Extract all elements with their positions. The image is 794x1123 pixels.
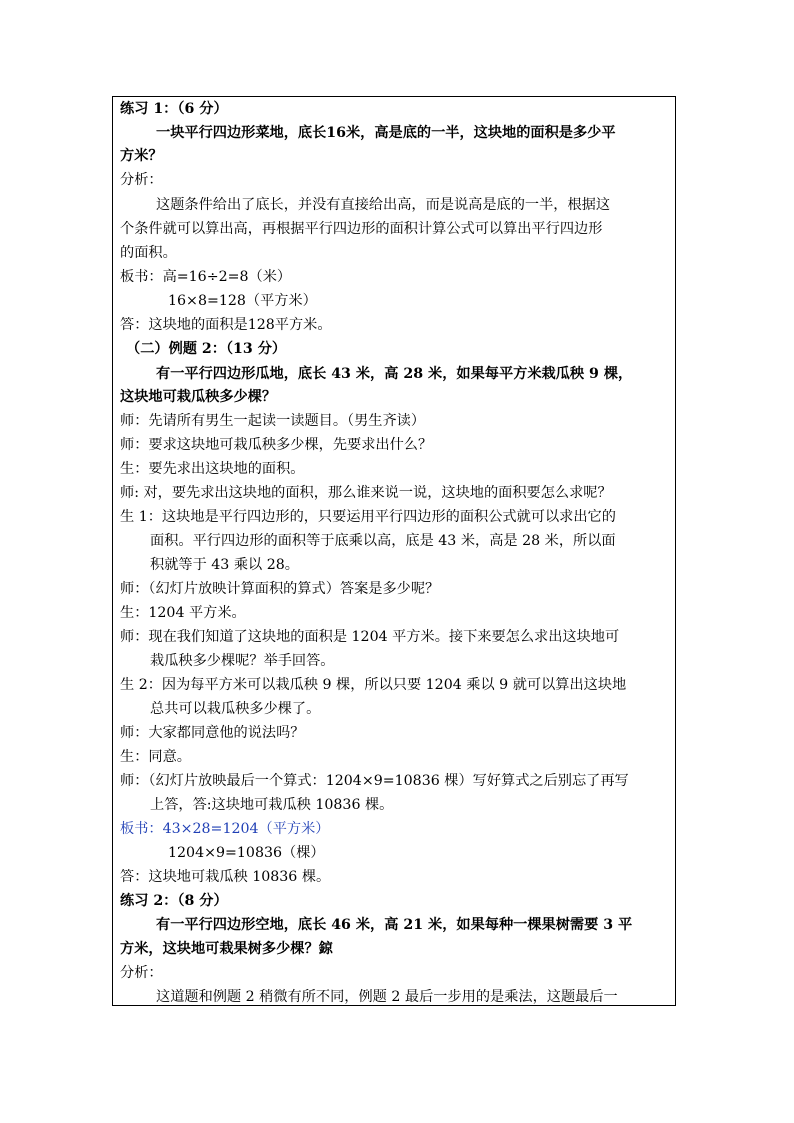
board-work-line: 16×8=128（平方米） <box>168 293 317 309</box>
dialogue-line: 生 1：这块地是平行四边形的，只要运用平行四边形的面积公式就可以求出它的 <box>120 509 616 525</box>
dialogue-line: 师：大家都同意他的说法吗？ <box>120 725 305 741</box>
problem-text-1-cont: 方米？ <box>120 148 163 164</box>
dialogue-line-cont: 积就等于 43 乘以 28。 <box>150 557 299 573</box>
document-frame <box>112 96 676 1006</box>
dialogue-line: 师：（幻灯片放映计算面积的算式）答案是多少呢？ <box>120 581 440 597</box>
board-work: 板书：43×28=1204（平方米） <box>120 821 330 837</box>
board-work-line: 1204×9=10836（棵） <box>168 845 325 861</box>
dialogue-line: 师：先请所有男生一起读一读题目。（男生齐读） <box>120 413 426 429</box>
dialogue-line: 师：现在我们知道了这块地的面积是 1204 平方米。接下来要怎么求出这块地可 <box>120 629 620 645</box>
dialogue-line-cont: 上答，答:这块地可栽瓜秧 10836 棵。 <box>150 797 394 813</box>
dialogue-line: 生：1204 平方米。 <box>120 605 246 621</box>
heading-example-2: （二）例题 2：（13 分） <box>126 341 287 357</box>
dialogue-line: 生：要先求出这块地的面积。 <box>120 461 305 477</box>
dialogue-line: 师: 对，要先求出这块地的面积，那么谁来说一说，这块地的面积要怎么求呢？ <box>120 485 612 501</box>
dialogue-line-cont: 总共可以栽瓜秧多少棵了。 <box>150 701 321 717</box>
problem-text-2: 有一平行四边形瓜地，底长 43 米，高 28 米，如果每平方米栽瓜秧 9 棵， <box>156 366 633 382</box>
dialogue-line: 生 2：因为每平方米可以栽瓜秧 9 棵，所以只要 1204 乘以 9 就可以算出这块地 <box>120 677 627 693</box>
dialogue-line: 师：要求这块地可栽瓜秧多少棵，先要求出什么？ <box>120 437 433 453</box>
analysis-text: 这题条件给出了底长，并没有直接给出高，而是说高是底的一半，根据这 <box>156 197 611 213</box>
problem-text-2-cont: 这块地可栽瓜秧多少棵？ <box>120 389 277 405</box>
problem-text-3-cont: 方米，这块地可栽果树多少棵？鍄 <box>120 941 333 957</box>
analysis-text: 这道题和例题 2 稍微有所不同，例题 2 最后一步用的是乘法，这题最后一 <box>156 989 618 1005</box>
dialogue-line-cont: 面积。平行四边形的面积等于底乘以高，底是 43 米，高是 28 米，所以面 <box>150 533 616 549</box>
dialogue-line-cont: 栽瓜秧多少棵呢？举手回答。 <box>150 653 335 669</box>
problem-text-3: 有一平行四边形空地，底长 46 米，高 21 米，如果每种一棵果树需要 3 平 <box>156 917 633 933</box>
answer: 答：这块地的面积是128平方米。 <box>120 317 332 333</box>
heading-exercise-1: 练习 1：（6 分） <box>120 101 228 117</box>
problem-text-1: 一块平行四边形菜地，底长16米，高是底的一半，这块地的面积是多少平 <box>156 125 616 141</box>
analysis-label: 分析： <box>120 172 163 188</box>
answer: 答：这块地可栽瓜秧 10836 棵。 <box>120 869 331 885</box>
analysis-label: 分析： <box>120 965 163 981</box>
analysis-text: 的面积。 <box>120 245 177 261</box>
dialogue-line: 生：同意。 <box>120 749 191 765</box>
analysis-text: 个条件就可以算出高，再根据平行四边形的面积计算公式可以算出平行四边形 <box>120 221 603 237</box>
dialogue-line: 师：（幻灯片放映最后一个算式：1204×9=10836 棵）写好算式之后别忘了再写 <box>120 773 629 789</box>
board-work: 板书：高=16÷2=8（米） <box>120 269 292 285</box>
heading-exercise-2: 练习 2：（8 分） <box>120 893 228 909</box>
